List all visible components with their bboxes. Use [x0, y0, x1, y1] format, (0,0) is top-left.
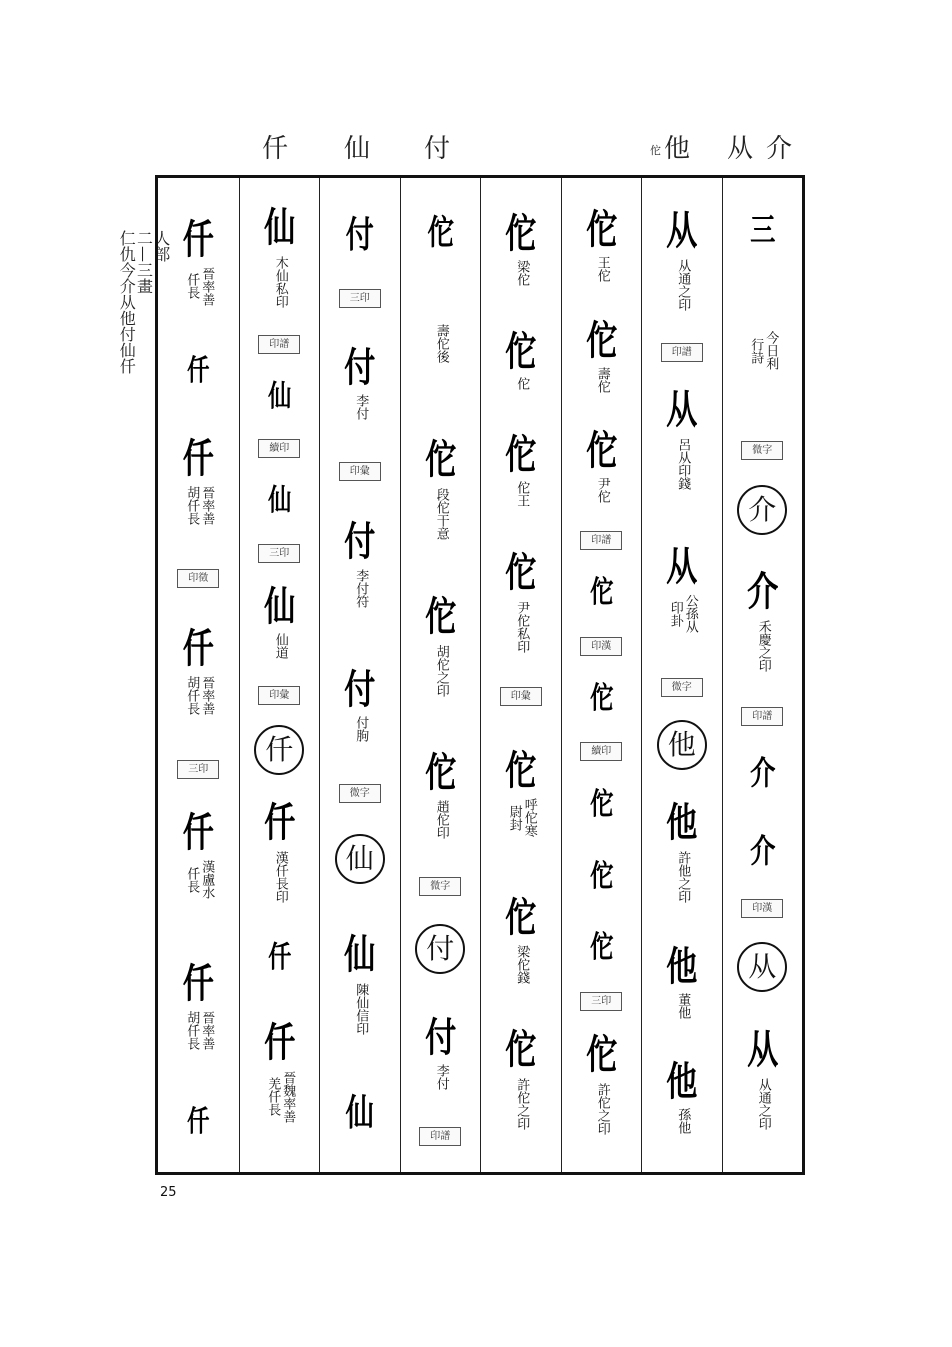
source-tag: 微字	[741, 441, 783, 460]
seal-entry	[562, 413, 642, 523]
seal-caption: 陳仙信印	[353, 983, 369, 1036]
seal-caption: 晉率善胡仟長	[184, 1011, 215, 1051]
seal-entry	[240, 923, 320, 994]
seal-caption: 段佗干意	[433, 488, 449, 541]
seal-glyph: 佗	[585, 426, 617, 474]
seal-entry	[158, 337, 239, 406]
seal-caption: 尹佗私印	[514, 600, 530, 653]
seal-entry	[240, 570, 320, 679]
seal-entry	[562, 663, 642, 735]
seal-entry	[240, 361, 320, 432]
seal-glyph: 付	[344, 666, 376, 714]
seal-glyph: 从	[746, 1025, 778, 1073]
seal-caption: 漢仟長印	[272, 850, 288, 903]
seal-entry	[723, 890, 803, 927]
seal-column	[239, 178, 320, 1172]
seal-entry	[562, 523, 642, 557]
source-tag: 印譜	[741, 707, 783, 726]
seal-entry	[642, 927, 722, 1042]
seal-entry	[562, 913, 642, 985]
seal-caption: 呂从印錢	[675, 437, 691, 490]
seal-glyph: 仟	[187, 353, 210, 388]
seal-glyph: 三	[749, 211, 775, 250]
seal-entry	[401, 906, 481, 992]
seal-caption: 木仙私印	[272, 255, 288, 308]
seal-glyph: 佗	[585, 1031, 617, 1079]
seal-caption: 从通之印	[675, 259, 691, 312]
seal-entry	[562, 735, 642, 769]
seal-column	[400, 178, 481, 1172]
seal-caption: 尹佗	[594, 476, 610, 503]
seal-entry	[642, 1041, 722, 1156]
seal-glyph: 仟	[182, 215, 214, 263]
seal-caption: 李付符	[353, 569, 369, 609]
source-tag: 印彙	[339, 462, 381, 481]
seal-column	[561, 178, 642, 1172]
seal-glyph: 仟	[182, 809, 214, 857]
seal-column	[319, 178, 400, 1172]
seal-entry	[723, 550, 803, 698]
source-tag: 印漢	[741, 899, 783, 918]
seal-entry	[401, 1117, 481, 1156]
seal-caption: 許他之印	[675, 851, 691, 904]
seal-glyph: 佗	[589, 786, 614, 822]
source-tag: 印譜	[661, 343, 703, 362]
header-char-3: 付	[424, 134, 451, 164]
seal-entry	[723, 1008, 803, 1156]
seal-glyph: 佗	[426, 212, 454, 253]
seal-entry	[562, 192, 642, 302]
circled-head-char: 仙	[335, 834, 385, 884]
source-tag: 印彙	[258, 686, 300, 705]
circled-head-char: 介	[737, 485, 787, 535]
seal-entry	[158, 563, 239, 596]
seal-glyph: 仟	[182, 625, 214, 673]
seal-glyph: 仟	[263, 798, 295, 846]
header-char-4: 他	[664, 134, 691, 164]
seal-entry	[481, 192, 561, 310]
seal-caption: 梁佗	[514, 259, 530, 286]
seal-glyph: 佗	[505, 209, 537, 257]
seal-column	[641, 178, 722, 1172]
seal-glyph: 佗	[589, 574, 614, 610]
seal-glyph: 佗	[589, 930, 614, 966]
seal-entry	[481, 876, 561, 1009]
seal-entry	[320, 1070, 400, 1156]
seal-glyph: 介	[749, 754, 775, 793]
seal-glyph: 从	[666, 543, 698, 591]
seal-caption: 晉率善胡仟長	[184, 676, 215, 716]
seal-glyph: 佗	[505, 1026, 537, 1074]
seal-entry	[723, 469, 803, 550]
seal-entry	[158, 753, 239, 786]
seal-caption: 趙佗印	[433, 799, 449, 839]
seal-glyph: 付	[345, 212, 374, 256]
seal-glyph: 仟	[182, 960, 214, 1008]
seal-glyph: 佗	[505, 894, 537, 942]
seal-glyph: 佗	[585, 316, 617, 364]
seal-glyph: 仙	[263, 583, 295, 631]
source-tag: 印徵	[177, 569, 219, 588]
source-tag: 三印	[177, 760, 219, 779]
seal-entry	[240, 466, 320, 537]
seal-glyph: 仟	[267, 940, 291, 976]
seal-caption: 佗王	[514, 481, 530, 508]
seal-caption: 呼佗寒尉封	[506, 798, 537, 838]
seal-caption: 今日利行詩	[748, 331, 779, 371]
seal-entry	[723, 926, 803, 1007]
seal-glyph: 仟	[263, 1018, 295, 1066]
seal-entry	[642, 513, 722, 670]
seal-caption: 佗	[514, 377, 530, 391]
seal-entry	[642, 192, 722, 335]
seal-glyph: 佗	[505, 328, 537, 376]
seal-entry	[723, 735, 803, 812]
seal-caption: 付朐	[353, 716, 369, 743]
circled-head-char: 仟	[254, 725, 304, 775]
side-radical: 人部	[151, 230, 171, 262]
seal-entry	[481, 678, 561, 714]
seal-caption: 晉率善胡仟長	[184, 486, 215, 526]
seal-glyph: 他	[666, 1057, 698, 1105]
seal-caption: 禾慶之印	[755, 620, 771, 673]
seal-glyph: 佗	[505, 431, 537, 479]
seal-glyph: 仙	[263, 203, 295, 251]
seal-caption: 晉魏率善羌仟長	[265, 1070, 296, 1123]
seal-entry	[723, 432, 803, 469]
seal-entry	[320, 905, 400, 1070]
seal-caption: 从通之印	[755, 1077, 771, 1130]
circled-head-char: 他	[657, 720, 707, 770]
seal-caption: 晉率善仟長	[184, 266, 215, 306]
seal-entry	[158, 405, 239, 563]
seal-entry	[401, 192, 481, 274]
seal-glyph: 付	[344, 518, 376, 566]
header-char-1: 仟	[262, 134, 289, 164]
circled-head-char: 付	[415, 924, 465, 974]
source-tag: 微字	[339, 784, 381, 803]
seal-entry	[481, 531, 561, 678]
seal-entry	[240, 787, 320, 923]
source-tag: 印漢	[580, 637, 622, 656]
seal-entry	[320, 192, 400, 278]
seal-entry	[240, 712, 320, 787]
seal-entry	[320, 641, 400, 773]
seal-caption: 許佗之印	[594, 1083, 610, 1136]
seal-caption: 李付	[353, 394, 369, 421]
seal-caption: 漢盧水仟長	[184, 860, 215, 900]
seal-entry	[320, 773, 400, 814]
seal-entry	[320, 451, 400, 492]
seal-entry	[320, 278, 400, 319]
seal-entry	[320, 814, 400, 905]
seal-caption: 壽佗後	[433, 324, 449, 364]
seal-entry	[723, 192, 803, 269]
seal-caption: 孫他	[675, 1107, 691, 1134]
seal-entry	[642, 705, 722, 784]
seal-entry	[642, 784, 722, 927]
header-char-5: 从	[727, 134, 754, 164]
seal-caption: 王佗	[594, 256, 610, 283]
seal-glyph: 仙	[345, 1090, 374, 1134]
seal-entry	[401, 992, 481, 1117]
seal-entry	[240, 536, 320, 570]
seal-entry	[562, 984, 642, 1018]
seal-entry	[401, 868, 481, 907]
seal-column	[722, 178, 803, 1172]
seal-entry	[481, 715, 561, 877]
seal-entry	[723, 269, 803, 432]
seal-glyph: 他	[666, 799, 698, 847]
seal-entry	[320, 319, 400, 451]
seal-glyph: 佗	[424, 592, 456, 640]
seal-entry	[401, 727, 481, 868]
seal-entry	[158, 1087, 239, 1156]
seal-glyph: 仟	[182, 435, 214, 483]
seal-entry	[642, 370, 722, 513]
seal-caption: 許佗之印	[514, 1078, 530, 1131]
seal-entry	[240, 679, 320, 713]
seal-glyph: 付	[424, 1013, 456, 1061]
circled-head-char: 从	[737, 942, 787, 992]
seal-entry	[481, 1009, 561, 1156]
seal-caption: 李付	[433, 1063, 449, 1090]
seal-entry	[158, 930, 239, 1088]
source-tag: 續印	[580, 742, 622, 761]
seal-entry	[240, 328, 320, 362]
source-tag: 微字	[661, 678, 703, 697]
seal-glyph: 佗	[589, 680, 614, 716]
source-tag: 三印	[339, 289, 381, 308]
source-tag: 三印	[258, 544, 300, 563]
seal-entry	[401, 274, 481, 415]
seal-caption: 董他	[675, 993, 691, 1020]
seal-caption: 梁佗錢	[514, 945, 530, 985]
seal-entry	[481, 413, 561, 531]
seal-entry	[401, 414, 481, 570]
source-tag: 續印	[258, 439, 300, 458]
seal-glyph: 介	[746, 568, 778, 616]
seal-column	[480, 178, 561, 1172]
seal-glyph: 仟	[187, 1104, 210, 1139]
seal-entry	[401, 571, 481, 727]
seal-table	[155, 175, 805, 1175]
header-small-char: 佗	[650, 144, 661, 157]
seal-entry	[562, 629, 642, 663]
seal-glyph: 从	[666, 385, 698, 433]
source-tag: 印譜	[419, 1127, 461, 1146]
seal-entry	[562, 557, 642, 629]
seal-glyph: 佗	[424, 436, 456, 484]
seal-glyph: 仙	[267, 378, 291, 414]
source-tag: 印譜	[580, 531, 622, 550]
seal-entry	[562, 1018, 642, 1156]
seal-entry	[320, 492, 400, 641]
seal-entry	[642, 670, 722, 705]
seal-glyph: 佗	[585, 206, 617, 254]
seal-entry	[562, 769, 642, 841]
seal-caption: 壽佗	[594, 366, 610, 393]
seal-glyph: 佗	[505, 747, 537, 795]
seal-entry	[240, 432, 320, 466]
source-tag: 印彙	[500, 687, 542, 706]
header-char-6: 介	[766, 134, 793, 164]
page-number: 25	[160, 1185, 177, 1200]
source-tag: 印譜	[258, 335, 300, 354]
seal-entry	[562, 841, 642, 913]
seal-entry	[240, 192, 320, 328]
seal-entry	[158, 192, 239, 337]
seal-glyph: 仙	[344, 931, 376, 979]
seal-entry	[481, 310, 561, 413]
side-chars: 仁仇今介从他付仙仟	[117, 230, 137, 374]
seal-entry	[723, 812, 803, 889]
seal-glyph: 佗	[424, 748, 456, 796]
seal-glyph: 仙	[267, 483, 291, 519]
seal-caption: 胡佗之印	[433, 644, 449, 697]
seal-entry	[158, 595, 239, 753]
source-tag: 微字	[419, 877, 461, 896]
seal-caption: 公孫从印卦	[667, 594, 698, 634]
seal-glyph: 他	[666, 943, 698, 991]
side-strokes: 二—三畫	[134, 230, 154, 294]
seal-glyph: 从	[666, 207, 698, 255]
seal-entry	[642, 335, 722, 370]
seal-entry	[158, 785, 239, 930]
seal-column	[158, 178, 239, 1172]
seal-entry	[562, 302, 642, 412]
seal-glyph: 付	[344, 344, 376, 392]
seal-caption: 仙道	[272, 633, 288, 660]
seal-entry	[240, 993, 320, 1156]
seal-glyph: 介	[749, 831, 775, 870]
seal-entry	[723, 698, 803, 735]
seal-glyph: 佗	[589, 858, 614, 894]
source-tag: 三印	[580, 992, 622, 1011]
seal-glyph: 佗	[505, 548, 537, 596]
header-char-2: 仙	[344, 134, 371, 164]
